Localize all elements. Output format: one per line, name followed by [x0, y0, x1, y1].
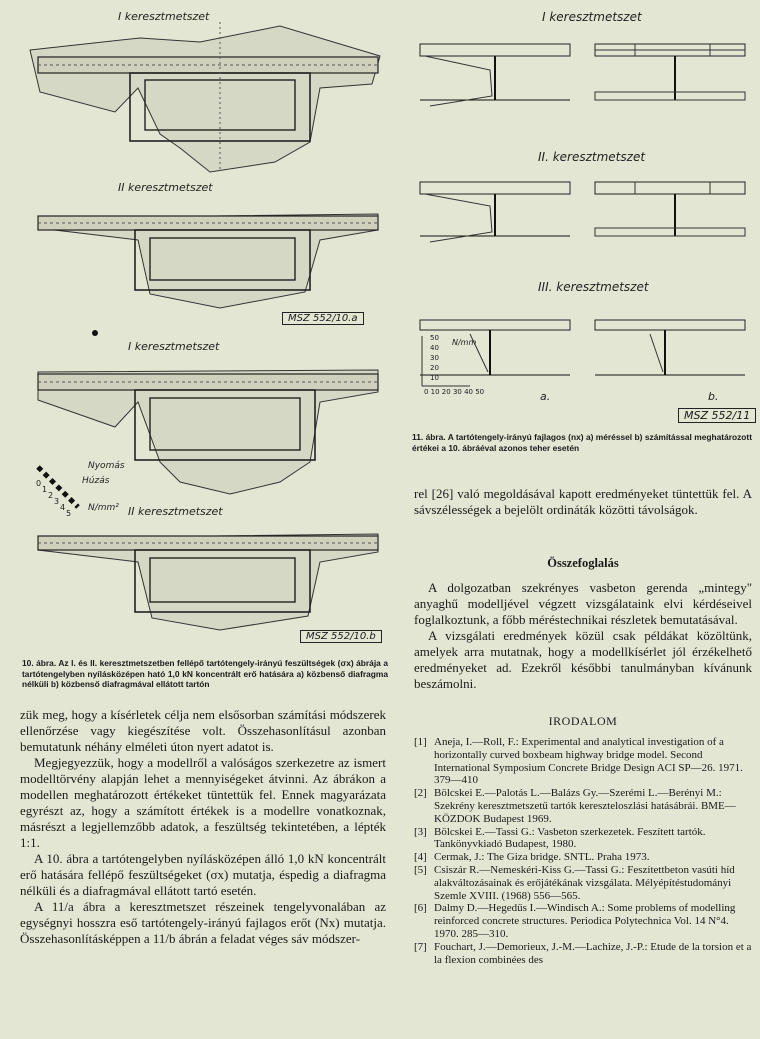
- reference-item: [414, 941, 752, 967]
- reference-text: Dalmy D.—Hegedűs I.—Windisch A.: Some problems of modelling reinforced concrete structures. Periodica Polytechnica Vol. 14 N°4. 1970. 285—310.: [434, 902, 736, 940]
- reference-number: [2]: [414, 787, 427, 800]
- summary-heading: Összefoglalás: [547, 556, 619, 570]
- legend-nyomas: Nyomás: [88, 461, 125, 471]
- summary-paragraph-2: A vizsgálati eredmények közül csak példákat közöltünk, amelyek arra mutatnak, hogy a modellkísérlet jól érzékelhető eredményeket ad. Ezekről későbbi tanulmányban kívánunk beszámolni.: [414, 628, 752, 691]
- fig10-section-I-top-label: I keresztmetszet: [118, 10, 210, 23]
- fig11-section-II-label: II. keresztmetszet: [538, 150, 646, 164]
- left-column-text: [20, 707, 386, 947]
- fig11-III-a: [420, 320, 570, 386]
- fig11-diagram-I: [410, 30, 760, 130]
- legend-tick-2: 2: [48, 491, 54, 500]
- reference-item: [414, 826, 752, 852]
- legend-tick-3: 3: [54, 497, 60, 506]
- reference-number: [3]: [414, 825, 427, 838]
- fig11-label-b: b.: [708, 390, 719, 403]
- fig10-crosssection-II-top: [20, 196, 400, 326]
- fig11-section-III-label: III. keresztmetszet: [538, 280, 649, 294]
- reference-number: [4]: [414, 851, 427, 864]
- fig11-x-ticks: 0 10 20 30 40 50: [424, 388, 485, 396]
- left-paragraph-3: A 10. ábra a tartótengelyben nyílásközépen álló 1,0 kN koncentrált erő hatására fellépő feszültségeket (σx) mutatja, éspedig a diafragma nélküli és a diafragmával ellátott tartó esetén.: [20, 851, 386, 898]
- fig11-II-b: [595, 182, 745, 236]
- reference-text: Fouchart, J.—Demorieux, J.-M.—Lachize, J.-P.: Etude de la torsion et a la flexion combinées des: [434, 940, 752, 966]
- fig10-legend: [30, 455, 130, 525]
- legend-tick-4: 4: [60, 503, 66, 512]
- reference-item: [414, 787, 752, 825]
- fig10-caption: 10. ábra. Az I. és II. keresztmetszetben fellépő tartótengely-irányú feszültségek (σx) ábrája a tartótengelyben nyílásközépen ható 1,0 kN koncentrált erő hatására a) közbenső diafragma nélküli b) közbenső diafragmával ellátott tartón: [22, 658, 388, 689]
- fig11-y-tick-30: 30: [430, 354, 439, 362]
- summary-text: [414, 580, 752, 692]
- stress-diagram: [30, 26, 380, 172]
- reference-text: Csiszár R.—Nemeskéri-Kiss G.—Tassi G.: Feszítettbeton vasúti híd alakváltozásainak és erőjátékának vizsgálata. Mélyépítéstudományi Szemle XVIII. (1968) 556—565.: [434, 863, 735, 902]
- fig11-y-tick-20: 20: [430, 364, 439, 372]
- reference-text: Bölcskei E.—Palotás L.—Balázs Gy.—Szerémi L.—Berényi M.: Szekrény keresztmetszetű tartók kereszteloszlási hatásábrái. BME—KÖZDOK Budapest 1969.: [434, 787, 736, 825]
- reference-item: [414, 736, 752, 787]
- fig11-diagram-II: [410, 170, 760, 270]
- reference-number: [5]: [414, 863, 427, 876]
- fig10-section-II-top-label: II keresztmetszet: [118, 181, 213, 194]
- reference-text: Cermak, J.: The Giza bridge. SNTL. Praha 1973.: [434, 851, 650, 864]
- reference-item: [414, 864, 752, 902]
- legend-unit: N/mm²: [88, 503, 119, 513]
- fig11-section-I-label: I keresztmetszet: [542, 10, 642, 24]
- reference-item: [414, 851, 752, 864]
- fig11-caption: 11. ábra. A tartótengely-irányú fajlagos (nx) a) méréssel b) számítással meghatározott értékei a 10. ábráéval azonos teher esetén: [412, 432, 752, 453]
- fig11-y-tick-10: 10: [430, 374, 439, 382]
- reference-number: [7]: [414, 940, 427, 953]
- legend-tick-5: 5: [66, 509, 72, 518]
- fig11-axis-unit: N/mm: [452, 338, 477, 347]
- reference-text: Aneja, I.—Roll, F.: Experimental and analytical investigation of a horizontally curved boxbeam highway bridge model. Second International Symposium Concrete Bridge Design ACI SP—26. 1971. 379—410: [434, 736, 743, 787]
- references-heading: IRODALOM: [548, 714, 618, 728]
- legend-huzas: Húzás: [82, 476, 110, 486]
- fig10-stamp-b: MSZ 552/10.b: [300, 630, 382, 643]
- legend-tick-1: 1: [42, 485, 48, 494]
- reference-number: [1]: [414, 736, 427, 748]
- fig10-crosssection-II-bottom: [20, 520, 400, 640]
- fig11-II-a: [420, 182, 570, 242]
- fig10-stamp-a: MSZ 552/10.a: [282, 312, 364, 325]
- summary-paragraph-1: A dolgozatban szekrényes vasbeton gerenda „mintegy" anyaghű modelljével végzett vizsgálataink elvi kérdéseivel foglalkoztunk, a főbb méréstechnikai részletek bemutatásával.: [414, 580, 752, 627]
- bullet-dot: [92, 330, 98, 336]
- references-list: [414, 736, 752, 966]
- fig11-III-b: [595, 320, 745, 375]
- fig11-stamp: MSZ 552/11: [678, 408, 756, 423]
- reference-text: Bölcskei E.—Tassi G.: Vasbeton szerkezetek. Feszített tartók. Tankönyvkiadó Budapest, 1980.: [434, 825, 706, 851]
- fig11-label-a: a.: [540, 390, 551, 403]
- fig10-section-I-bottom-label: I keresztmetszet: [128, 340, 220, 353]
- fig11-I-b: [595, 44, 745, 100]
- left-paragraph-1: zük meg, hogy a kísérletek célja nem elsősorban számítási módszerek ellenőrzése vagy kiegészítése volt. Összehasonlításul azonban bemutatunk néhány elméleti úton nyert adatot is.: [20, 707, 386, 754]
- fig11-y-tick-40: 40: [430, 344, 439, 352]
- fig10-section-II-bottom-label: II keresztmetszet: [128, 505, 223, 518]
- reference-item: [414, 902, 752, 940]
- fig11-I-a: [420, 44, 570, 106]
- continuation-paragraph: rel [26] való megoldásával kapott eredményeket tüntettük fel. A sávszélességek a bejelölt ordináták közötti távolságok.: [414, 486, 752, 517]
- fig10-crosssection-I-top: [20, 22, 400, 187]
- left-paragraph-4: A 11/a ábra a keresztmetszet részeinek tengelyvonalában az egységnyi hosszra eső tartótengely-irányú fajlagos erőt (Nx) mutatja. Összehasonlításképpen a 11/b ábrán a feladat véges sáv módszer-: [20, 899, 386, 946]
- reference-number: [6]: [414, 902, 427, 915]
- legend-tick-0: 0: [36, 479, 42, 488]
- right-column-continuation: [414, 486, 752, 518]
- left-paragraph-2: Megjegyezzük, hogy a modellről a valóságos szerkezetre az ismert modelltörvény alapján lehet a mennyiségeket átvinni. Az ábrákon a modellen meghatározott értékeket tüntettük fel. Ennek magyarázata egyrészt az, hogy a számított értékek is a modellre vonatkoznak, másrészt a legjellemzőbb adatok, a feszültség tekintetében, a lépték 1:1.: [20, 755, 386, 850]
- fig11-y-tick-50: 50: [430, 334, 439, 342]
